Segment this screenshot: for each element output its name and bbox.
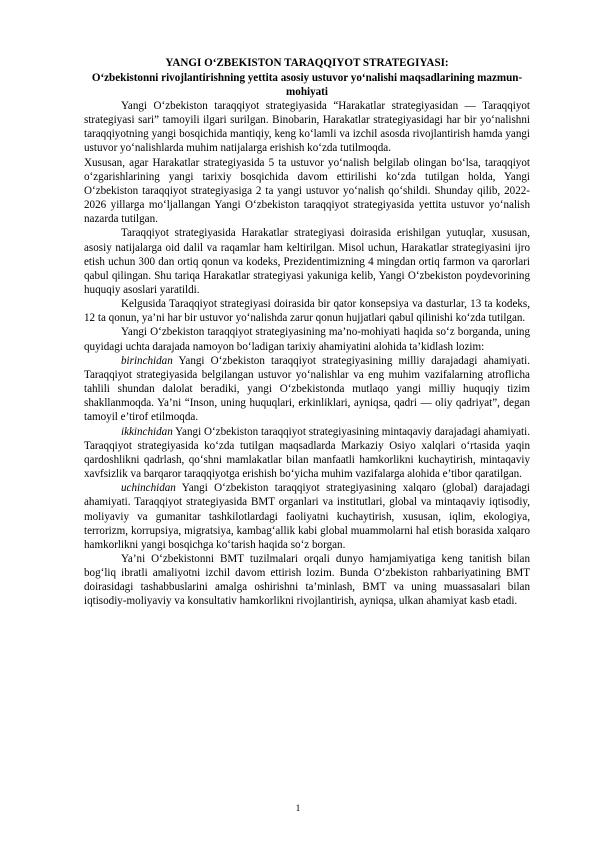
paragraph-text: Yangi O‘zbekiston taraqqiyot strategiyasining ma’no-mohiyati haqida so‘z borganda, uning quyidagi uchta darajada namoyon bo‘ladigan tarixiy ahamiyatini alohida ta’kidlash lozim: [84,326,530,353]
paragraph-lead: ikkinchidan [121,425,173,438]
paragraph-7 [84,425,530,482]
paragraph-2 [84,156,530,227]
paragraph-text: Yangi O‘zbekiston taraqqiyot strategiyasida “Harakatlar strategiyasidan — Taraqqiyot strategiyasi sari” tamoyili ilgari surilgan. Binobarin, Harakatlar strategiyasidagi har bir yo‘nalishni taraqqiyotning yangi bosqichida mantiqiy, keng ko‘lamli va izchil asosda rivojlantirish hamda yangi ustuvor yo‘nalishlarda muhim natijalarga erishish ko‘zda tutilmoqda. [84,99,530,155]
paragraph-5 [84,325,530,353]
document-title: YANGI O‘ZBEKISTON TARAQQIYOT STRATEGIYASI: [165,57,449,69]
page-number: 1 [295,804,301,814]
paragraph-text: Yangi O‘zbekiston taraqqiyot strategiyasining milliy darajadagi ahamiyati. Taraqqiyot strategiyasida belgilangan ustuvor yo‘nalishlar va eng muhim vazifalarning atroflicha tahlili shundan dalolat beradiki, yangi O‘zbekistonda mutlaqo yangi milliy huquqiy tizim shakllanmoqda. Ya’ni “Inson, uning huquqlari, erkinliklari, ayniqsa, qadri — oliy qadriyat”, degan tamoyil e’tirof etilmoqda. [84,354,530,424]
document-page [84,56,530,609]
paragraph-1 [84,99,530,156]
paragraph-text: Taraqqiyot strategiyasida Harakatlar strategiyasi doirasida erishilgan yutuqlar, xususan, asosiy natijalarga oid dalil va raqamlar ham keltirilgan. Misol uchun, Harakatlar strategiyasini ijro etish uchun 300 dan ortiq qonun va kodeks, Prezidentimizning 4 mingdan ortiq farmon va qarorlari qabul qilingan. Shu tariqa Harakatlar strategiyasi yakuniga kelib, Yangi O‘zbekiston poydevorining huquqiy asoslari yaratildi. [84,227,530,296]
paragraph-4 [84,297,530,325]
paragraph-text: Yangi O‘zbekiston taraqqiyot strategiyasining mintaqaviy darajadagi ahamiyati. Taraqqiyot strategiyasida ko‘zda tutilgan maqsadlarda Markaziy Osiyo xalqlari o‘rtasida yaqin qardoshlikni qadrlash, qo‘shni mamlakatlar bilan manfaatli hamkorlikni kuchaytirish, mintaqaviy xavfsizlik va barqaror taraqqiyotga erishish bo‘yicha muhim vazifalarga alohida e’tibor qaratilgan. [84,425,530,481]
document-subtitle: O‘zbekistonni rivojlantirishning yettita asosiy ustuvor yo‘nalishi maqsadlarining mazmun-mohiyati [91,71,523,98]
paragraph-lead: uchinchidan [121,482,176,495]
paragraph-text: Kelgusida Taraqqiyot strategiyasi doirasida bir qator konsepsiya va dasturlar, 13 ta kodeks, 12 ta qonun, ya’ni har bir ustuvor yo‘nalishda zarur qonun hujjatlari qabul qilinishi ko‘zda tutilgan. [84,298,530,325]
paragraph-text: Yangi O‘zbekiston taraqqiyot strategiyasining xalqaro (global) darajadagi ahamiyati. Taraqqiyot strategiyasida BMT organlari va institutlari, global va mintaqaviy iqtisodiy, moliyaviy va gumanitar tashkilotlardagi faoliyatni kuchaytirish, xususan, iqlim, ekologiya, terrorizm, korrupsiya, migratsiya, kambag‘allik kabi global muammolarni hal etish borasida xalqaro hamkorlikni yangi bosqichga ko‘tarish haqida so‘z borgan. [84,482,530,551]
paragraph-6 [84,354,530,425]
paragraph-9 [84,552,530,609]
paragraph-3 [84,226,530,297]
paragraph-lead: birinchidan [121,354,173,367]
paragraph-8 [84,481,530,552]
paragraph-text: Ya’ni O‘zbekistonni BMT tuzilmalari orqali dunyo hamjamiyatiga keng tanitish bilan bog‘liq ibratli amaliyotni izchil davom ettirish lozim. Bunda O‘zbekiston rahbariyatining BMT doirasidagi tashabbuslarini amalga oshirishni ta’minlash, BMT va uning muassasalari bilan iqtisodiy-moliyaviy va konsultativ hamkorlikni rivojlantirish, ayniqsa, ulkan ahamiyat kasb etadi. [84,552,530,608]
paragraph-text: Xususan, agar Harakatlar strategiyasida 5 ta ustuvor yo‘nalish belgilab olingan bo‘lsa, taraqqiyot o‘zgarishlarining yangi tarixiy bosqichida davom ettirilishi ko‘zda tutilgan holda, Yangi O‘zbekiston taraqqiyot strategiyasiga 2 ta yangi ustuvor yo‘nalish qo‘shildi. Shunday qilib, 2022-2026 yillarga mo‘ljallangan Yangi O‘zbekiston taraqqiyot strategiyasida yettita ustuvor yo‘nalish nazarda tutilgan. [84,156,530,226]
